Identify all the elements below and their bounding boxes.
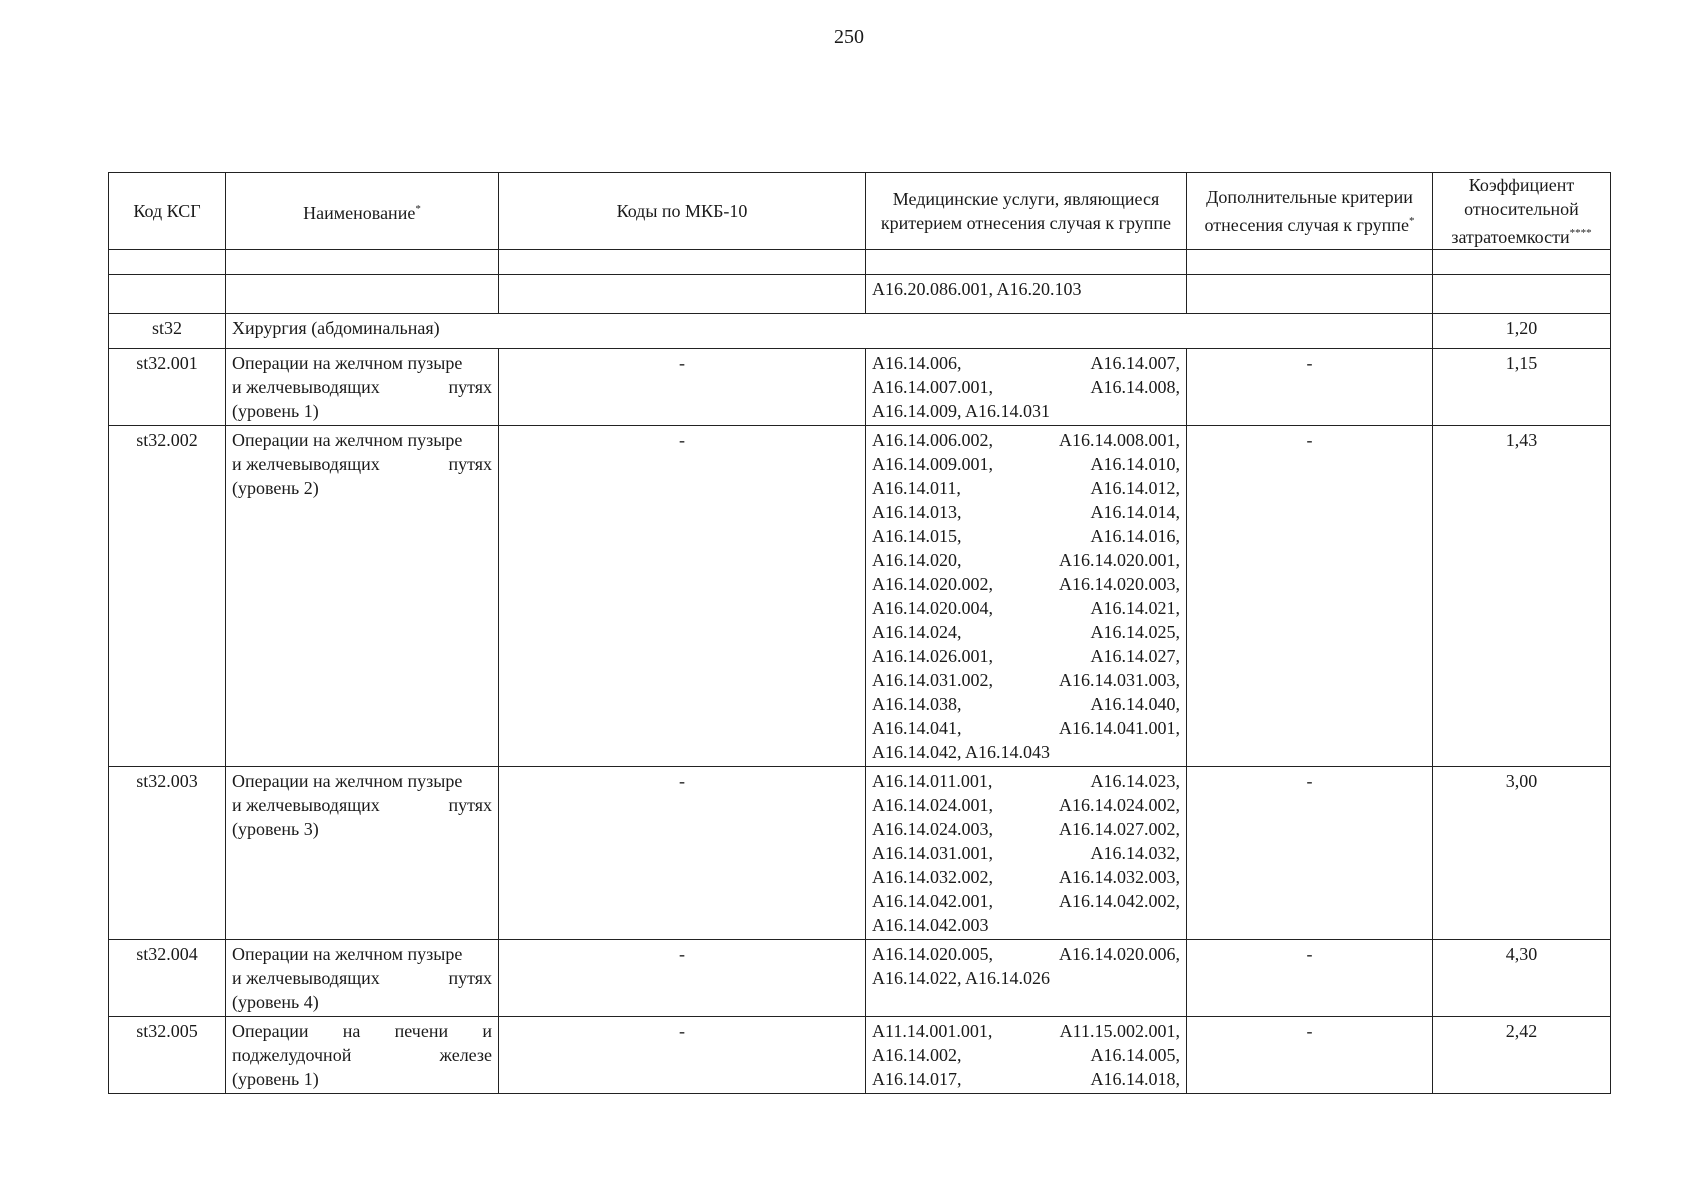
service-line: A16.14.041, A16.14.041.001, [872, 718, 1180, 738]
name-line: и желчевыводящих путях [232, 968, 492, 988]
service-line: A16.14.020.005, A16.14.020.006, [872, 944, 1180, 964]
mkb-codes: - [499, 1017, 866, 1094]
page-number: 250 [834, 26, 864, 48]
extra-criteria: - [1187, 1017, 1433, 1094]
service-line: A16.14.020.004, A16.14.021, [872, 598, 1180, 618]
name-line: Операции на желчном пузыре [232, 353, 463, 373]
coefficient: 2,42 [1433, 1017, 1611, 1094]
service-line: A16.14.020, A16.14.020.001, [872, 550, 1180, 570]
header-coefficient: Коэффициент относительной затратоемкости**** [1433, 173, 1611, 250]
header-extra-criteria: Дополнительные критерии отнесения случая к группе* [1187, 173, 1433, 250]
service-line: A16.14.011, A16.14.012, [872, 478, 1180, 498]
ksg-name [226, 940, 499, 1017]
service-line: A16.14.024, A16.14.025, [872, 622, 1180, 642]
service-line: A16.14.038, A16.14.040, [872, 694, 1180, 714]
header-name: Наименование* [226, 173, 499, 250]
medical-services [866, 940, 1187, 1017]
group-title: Хирургия (абдоминальная) [226, 314, 1433, 349]
header-mkb: Коды по МКБ-10 [499, 173, 866, 250]
service-line: A16.14.031.002, A16.14.031.003, [872, 670, 1180, 690]
service-line: A16.14.042.001, A16.14.042.002, [872, 891, 1180, 911]
service-line: A16.14.032.002, A16.14.032.003, [872, 867, 1180, 887]
service-line: A16.14.007.001, A16.14.008, [872, 377, 1180, 397]
ksg-code: st32.001 [109, 349, 226, 426]
service-line: A16.14.011.001, A16.14.023, [872, 771, 1180, 791]
group-row [109, 314, 1611, 349]
continuation-services: A16.20.086.001, A16.20.103 [866, 275, 1187, 314]
name-line: и желчевыводящих путях [232, 795, 492, 815]
name-line: (уровень 1) [232, 401, 319, 421]
ksg-name [226, 426, 499, 767]
header-spacer-row [109, 250, 1611, 275]
service-line: A16.14.026.001, A16.14.027, [872, 646, 1180, 666]
service-line: A16.14.042.003 [872, 915, 989, 935]
name-line: и желчевыводящих путях [232, 377, 492, 397]
service-line: A11.14.001.001, A11.15.002.001, [872, 1021, 1180, 1041]
extra-criteria: - [1187, 767, 1433, 940]
service-line: A16.14.009.001, A16.14.010, [872, 454, 1180, 474]
group-coefficient: 1,20 [1433, 314, 1611, 349]
name-line: поджелудочной железе [232, 1045, 492, 1065]
mkb-codes: - [499, 940, 866, 1017]
medical-services [866, 349, 1187, 426]
mkb-codes: - [499, 349, 866, 426]
coefficient: 3,00 [1433, 767, 1611, 940]
name-line: (уровень 3) [232, 819, 319, 839]
coefficient: 1,15 [1433, 349, 1611, 426]
ksg-table [108, 172, 1611, 1094]
extra-criteria: - [1187, 940, 1433, 1017]
header-row [109, 173, 1611, 250]
service-line: A16.14.024.003, A16.14.027.002, [872, 819, 1180, 839]
mkb-codes: - [499, 426, 866, 767]
mkb-codes: - [499, 767, 866, 940]
name-line: Операции на желчном пузыре [232, 771, 463, 791]
medical-services [866, 426, 1187, 767]
service-line: A16.14.009, A16.14.031 [872, 401, 1051, 421]
ksg-name [226, 767, 499, 940]
table-row [109, 940, 1611, 1017]
ksg-code: st32.004 [109, 940, 226, 1017]
service-line: A16.14.024.001, A16.14.024.002, [872, 795, 1180, 815]
footnote-mark: **** [1569, 227, 1592, 239]
service-line: A16.14.002, A16.14.005, [872, 1045, 1180, 1065]
service-line: A16.14.022, A16.14.026 [872, 968, 1051, 988]
ksg-code: st32.005 [109, 1017, 226, 1094]
coefficient: 4,30 [1433, 940, 1611, 1017]
medical-services [866, 767, 1187, 940]
name-line: Операции на желчном пузыре [232, 430, 463, 450]
coefficient: 1,43 [1433, 426, 1611, 767]
name-line: (уровень 1) [232, 1069, 319, 1089]
footnote-mark: * [415, 203, 421, 215]
extra-criteria: - [1187, 426, 1433, 767]
name-line: и желчевыводящих путях [232, 454, 492, 474]
service-line: A16.14.031.001, A16.14.032, [872, 843, 1180, 863]
service-line: A16.14.020.002, A16.14.020.003, [872, 574, 1180, 594]
table-row [109, 767, 1611, 940]
service-line: A16.14.017, A16.14.018, [872, 1069, 1180, 1089]
service-line: A16.14.042, A16.14.043 [872, 742, 1051, 762]
name-line: (уровень 4) [232, 992, 319, 1012]
service-line: A16.14.013, A16.14.014, [872, 502, 1180, 522]
name-line: (уровень 2) [232, 478, 319, 498]
table-row [109, 349, 1611, 426]
ksg-code: st32.003 [109, 767, 226, 940]
footnote-mark: * [1408, 215, 1415, 227]
group-code: st32 [109, 314, 226, 349]
header-services: Медицинские услуги, являющиеся критерием отнесения случая к группе [866, 173, 1187, 250]
service-line: A16.14.006, A16.14.007, [872, 353, 1180, 373]
service-line: A16.14.015, A16.14.016, [872, 526, 1180, 546]
table-row [109, 426, 1611, 767]
ksg-code: st32.002 [109, 426, 226, 767]
name-line: Операции на печени и [232, 1021, 492, 1041]
header-code: Код КСГ [109, 173, 226, 250]
extra-criteria: - [1187, 349, 1433, 426]
service-line: A16.14.006.002, A16.14.008.001, [872, 430, 1180, 450]
table-row [109, 1017, 1611, 1094]
name-line: Операции на желчном пузыре [232, 944, 463, 964]
ksg-name [226, 1017, 499, 1094]
ksg-name [226, 349, 499, 426]
continuation-row [109, 275, 1611, 314]
medical-services [866, 1017, 1187, 1094]
